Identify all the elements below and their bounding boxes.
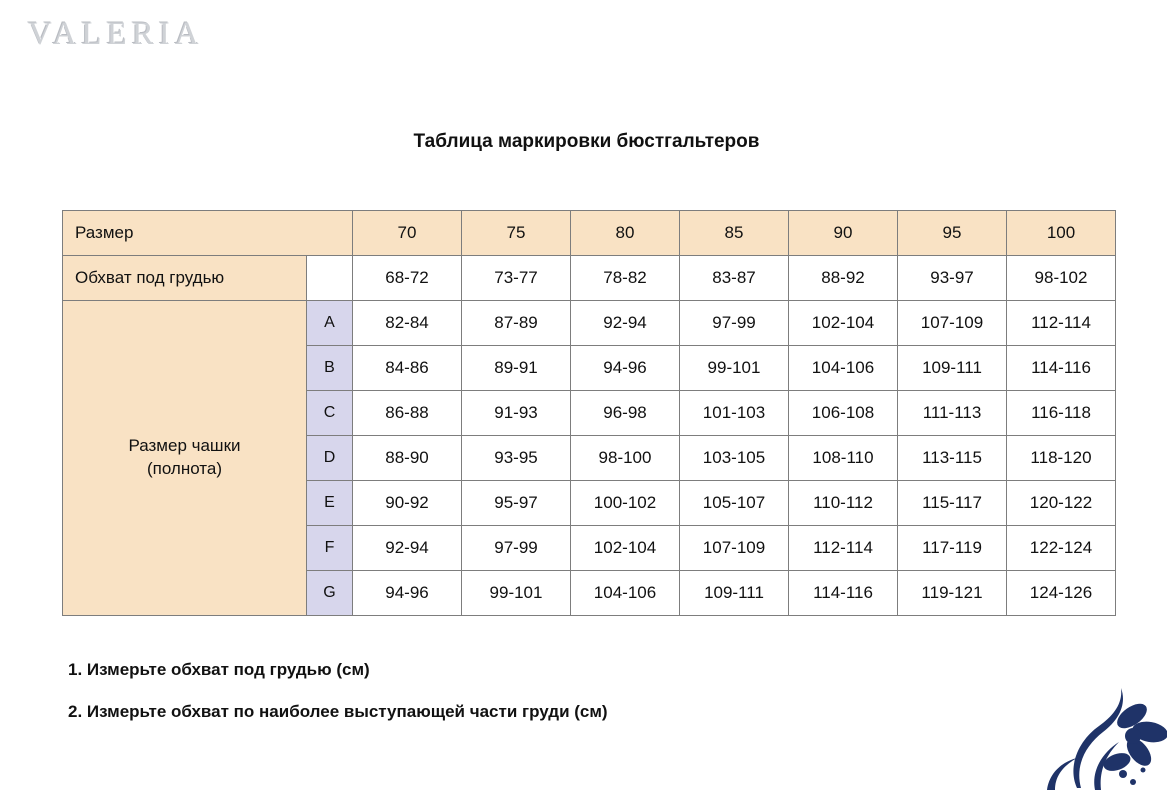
cell-e-95: 115-117 [898, 481, 1007, 526]
cell-c-90: 106-108 [789, 391, 898, 436]
cell-b-85: 99-101 [680, 346, 789, 391]
cell-b-95: 109-111 [898, 346, 1007, 391]
cell-b-100: 114-116 [1007, 346, 1116, 391]
row-label-cup-line2: (полнота) [146, 459, 223, 478]
cell-a-85: 97-99 [680, 301, 789, 346]
cell-f-80: 102-104 [571, 526, 680, 571]
cell-e-90: 110-112 [789, 481, 898, 526]
header-cell-size-label: Размер [63, 211, 353, 256]
cell-underbust-100: 98-102 [1007, 256, 1116, 301]
table-row-underbust [63, 256, 1116, 301]
cell-g-75: 99-101 [462, 571, 571, 616]
cell-d-85: 103-105 [680, 436, 789, 481]
spacer-cell [307, 256, 353, 301]
header-cell-size-85: 85 [680, 211, 789, 256]
instruction-step-1: 1. Измерьте обхват под грудью (см) [68, 660, 370, 679]
cell-e-100: 120-122 [1007, 481, 1116, 526]
cell-g-100: 124-126 [1007, 571, 1116, 616]
cell-b-80: 94-96 [571, 346, 680, 391]
header-cell-size-90: 90 [789, 211, 898, 256]
bra-size-table [62, 210, 1116, 616]
cell-underbust-85: 83-87 [680, 256, 789, 301]
cell-f-90: 112-114 [789, 526, 898, 571]
cup-letter-e: E [307, 481, 353, 526]
cell-f-75: 97-99 [462, 526, 571, 571]
cell-c-95: 111-113 [898, 391, 1007, 436]
cell-underbust-70: 68-72 [353, 256, 462, 301]
cup-letter-c: C [307, 391, 353, 436]
cell-underbust-75: 73-77 [462, 256, 571, 301]
cell-a-75: 87-89 [462, 301, 571, 346]
header-cell-size-70: 70 [353, 211, 462, 256]
cell-e-80: 100-102 [571, 481, 680, 526]
table-row-cup-a [63, 301, 1116, 346]
cup-letter-a: A [307, 301, 353, 346]
cell-a-100: 112-114 [1007, 301, 1116, 346]
cell-d-80: 98-100 [571, 436, 680, 481]
cell-b-70: 84-86 [353, 346, 462, 391]
cell-f-70: 92-94 [353, 526, 462, 571]
cell-f-95: 117-119 [898, 526, 1007, 571]
cell-d-100: 118-120 [1007, 436, 1116, 481]
cell-d-90: 108-110 [789, 436, 898, 481]
floral-ornament-icon [927, 670, 1167, 790]
cell-underbust-90: 88-92 [789, 256, 898, 301]
cell-f-100: 122-124 [1007, 526, 1116, 571]
header-cell-size-95: 95 [898, 211, 1007, 256]
cell-c-85: 101-103 [680, 391, 789, 436]
cell-d-75: 93-95 [462, 436, 571, 481]
header-cell-size-80: 80 [571, 211, 680, 256]
cup-letter-g: G [307, 571, 353, 616]
cell-f-85: 107-109 [680, 526, 789, 571]
cell-e-70: 90-92 [353, 481, 462, 526]
cell-a-70: 82-84 [353, 301, 462, 346]
page-title: Таблица маркировки бюстгальтеров [413, 131, 760, 152]
instruction-step-2: 2. Измерьте обхват по наиболее выступающей части груди (см) [68, 702, 608, 721]
cup-letter-f: F [307, 526, 353, 571]
cell-g-90: 114-116 [789, 571, 898, 616]
cell-d-95: 113-115 [898, 436, 1007, 481]
cell-b-90: 104-106 [789, 346, 898, 391]
instructions-list [68, 660, 608, 744]
header-cell-size-75: 75 [462, 211, 571, 256]
cell-a-95: 107-109 [898, 301, 1007, 346]
cell-g-85: 109-111 [680, 571, 789, 616]
cell-a-90: 102-104 [789, 301, 898, 346]
cell-c-80: 96-98 [571, 391, 680, 436]
cell-c-100: 116-118 [1007, 391, 1116, 436]
cell-b-75: 89-91 [462, 346, 571, 391]
cell-underbust-80: 78-82 [571, 256, 680, 301]
cup-letter-d: D [307, 436, 353, 481]
cell-g-70: 94-96 [353, 571, 462, 616]
cell-d-70: 88-90 [353, 436, 462, 481]
cell-underbust-95: 93-97 [898, 256, 1007, 301]
cell-e-75: 95-97 [462, 481, 571, 526]
row-label-cup-size [63, 301, 307, 616]
brand-logo: VALERIA [28, 16, 204, 52]
cell-g-95: 119-121 [898, 571, 1007, 616]
header-cell-size-100: 100 [1007, 211, 1116, 256]
cell-a-80: 92-94 [571, 301, 680, 346]
cup-letter-b: B [307, 346, 353, 391]
row-label-underbust: Обхват под грудью [63, 256, 307, 301]
cell-e-85: 105-107 [680, 481, 789, 526]
size-table-container [62, 210, 1114, 616]
cell-c-70: 86-88 [353, 391, 462, 436]
cell-g-80: 104-106 [571, 571, 680, 616]
cell-c-75: 91-93 [462, 391, 571, 436]
table-row-sizes [63, 211, 1116, 256]
row-label-cup-line1: Размер чашки [128, 436, 241, 456]
